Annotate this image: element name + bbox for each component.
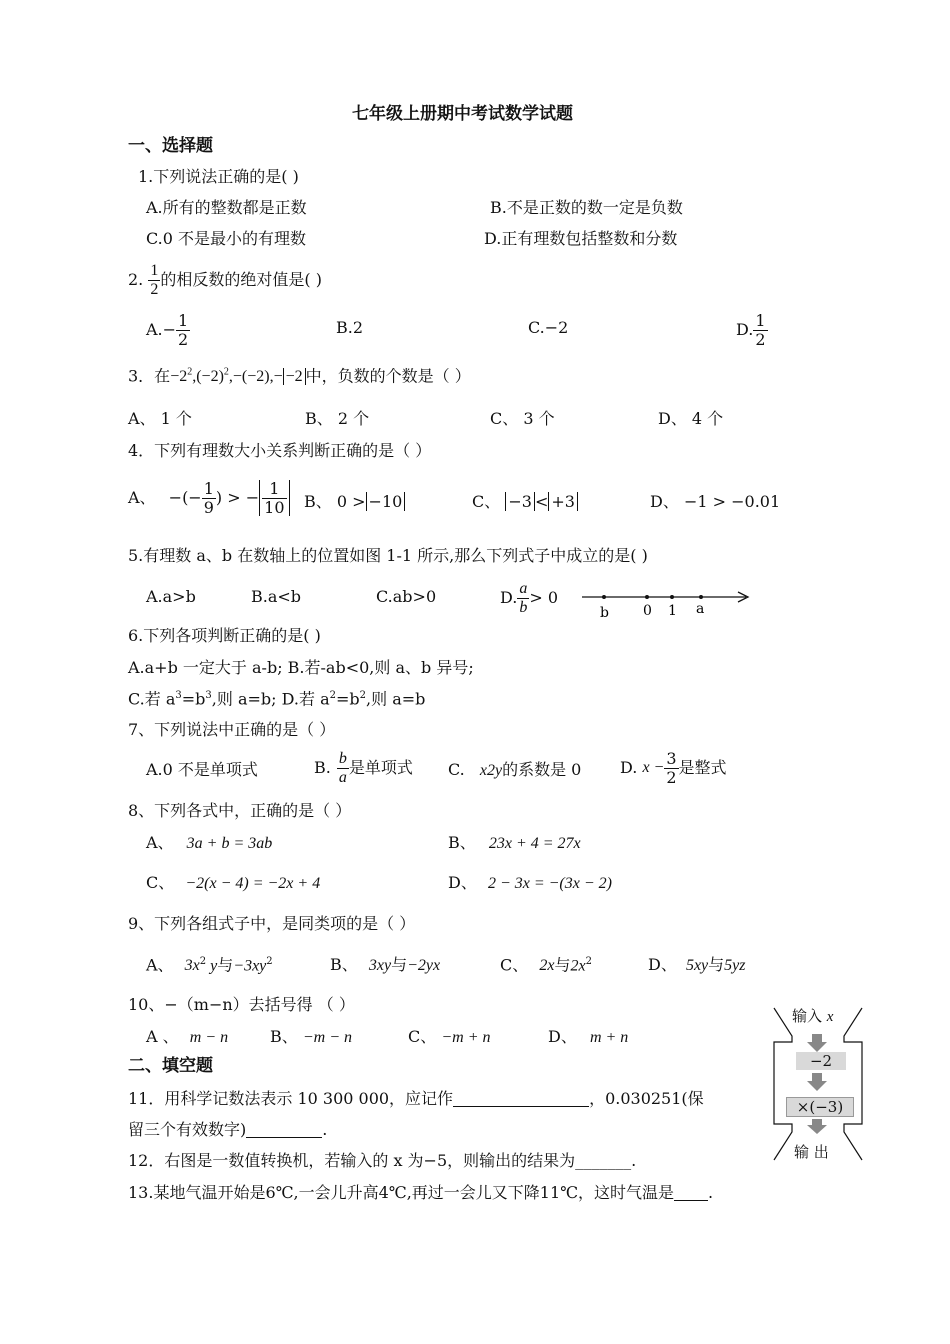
q10-b-label: B、 bbox=[270, 1027, 298, 1046]
q8-option-d bbox=[448, 875, 612, 892]
q2-fraction bbox=[148, 262, 160, 298]
q2-option-a bbox=[146, 312, 190, 348]
q8-option-c bbox=[146, 875, 320, 892]
q7-c-expr: x2y bbox=[479, 762, 503, 779]
machine-step-multiply: ×(−3) bbox=[786, 1097, 854, 1117]
q5-d-num: a bbox=[519, 580, 528, 597]
q6-stem: 6.下列各项判断正确的是( ) bbox=[128, 626, 321, 645]
q1-option-b: B.不是正数的数一定是负数 bbox=[490, 198, 683, 217]
q5-option-b: B.a<b bbox=[251, 587, 302, 606]
page-title: 七年级上册期中考试数学试题 bbox=[352, 104, 573, 124]
q10-option-a bbox=[146, 1029, 228, 1046]
q10-c-expr: −m + n bbox=[441, 1029, 491, 1046]
q7-b-post: 是单项式 bbox=[348, 758, 413, 778]
q6-l2-exp1: 3 bbox=[175, 690, 182, 701]
q4-c-label: C、 bbox=[472, 492, 501, 511]
q9-d-term1: 5xy bbox=[685, 957, 709, 974]
q8-d-expr: 2 − 3x = −(3x − 2) bbox=[487, 875, 612, 892]
section-heading-choice: 一、选择题 bbox=[128, 136, 213, 156]
q8-b-label: B、 bbox=[448, 833, 476, 852]
q4-b-label: B、 bbox=[304, 492, 332, 511]
point-1 bbox=[670, 595, 674, 599]
q11-text4: . bbox=[322, 1120, 328, 1139]
q7-d-expr: x − bbox=[642, 759, 665, 777]
q4-a-num1: 1 bbox=[203, 479, 214, 498]
q8-c-label: C、 bbox=[146, 873, 175, 892]
q1-option-a: A.所有的整数都是正数 bbox=[146, 198, 307, 217]
q6-l2-part1: C.若 a bbox=[128, 689, 176, 709]
q8-a-expr: 3a + b = 3ab bbox=[186, 835, 273, 852]
q10-a-label: A 、 bbox=[146, 1027, 179, 1046]
q4-a-num2: 1 bbox=[262, 480, 286, 499]
q7-b-num: b bbox=[338, 750, 347, 767]
q9-c-term2: 2x bbox=[570, 957, 586, 975]
q4-b-expr: 0 > bbox=[336, 492, 366, 511]
q5-d-den: b bbox=[519, 598, 528, 616]
q1-option-d: D.正有理数包括整数和分数 bbox=[484, 229, 678, 248]
q7-d-num: 3 bbox=[666, 749, 677, 768]
q2-d-num: 1 bbox=[755, 311, 766, 330]
q4-stem: 4．下列有理数大小关系判断正确的是（ ） bbox=[128, 441, 432, 460]
q4-d-label: D、 bbox=[650, 492, 679, 511]
q3-stem-text: 中，负数的个数是（ ） bbox=[305, 366, 471, 386]
q8-c-expr: −2(x − 4) = −2x + 4 bbox=[185, 875, 321, 892]
q6-l2-part3: ,则 a=b; D.若 a bbox=[211, 689, 330, 709]
q11-line1 bbox=[128, 1090, 704, 1107]
q7-option-d bbox=[620, 750, 727, 786]
q9-c-label: C、 bbox=[500, 955, 529, 975]
q10-option-d bbox=[548, 1029, 628, 1046]
q5-option-d bbox=[500, 580, 558, 616]
q3-abs-value: −2 bbox=[283, 368, 306, 385]
section-heading-fill: 二、填空题 bbox=[128, 1056, 213, 1076]
q4-a-frac1 bbox=[202, 480, 216, 516]
machine-output-label: 输 出 bbox=[794, 1143, 829, 1161]
q2-stem-text: 的相反数的绝对值是( ) bbox=[160, 270, 322, 290]
q8-d-label: D、 bbox=[448, 873, 477, 892]
q7-d-fraction bbox=[664, 750, 678, 786]
q4-d-expr: −1 > −0.01 bbox=[683, 492, 781, 511]
q2-option-c: C.−2 bbox=[528, 318, 569, 337]
q7-c-post: 的系数是 0 bbox=[502, 760, 582, 779]
q2-stem bbox=[128, 262, 322, 298]
q9-a-term3: −3xy bbox=[233, 957, 267, 975]
q6-l2-exp2: 3 bbox=[205, 690, 212, 701]
q9-c-mid: 与 bbox=[554, 955, 571, 975]
down-arrow-icon bbox=[807, 1034, 827, 1052]
q9-a-term1: 3x bbox=[184, 957, 200, 975]
q4-option-d bbox=[650, 494, 780, 510]
q3-option-c: C、 3 个 bbox=[490, 409, 555, 428]
point-b bbox=[602, 595, 606, 599]
q2-frac-den: 2 bbox=[150, 280, 159, 298]
point-a bbox=[699, 595, 703, 599]
q9-d-mid: 与 bbox=[708, 955, 725, 974]
q13-line bbox=[128, 1184, 713, 1201]
q2-a-num: 1 bbox=[178, 311, 189, 330]
q10-c-label: C、 bbox=[408, 1027, 437, 1046]
q1-stem: 1.下列说法正确的是( ) bbox=[138, 167, 299, 186]
q9-option-d bbox=[648, 957, 745, 974]
q5-d-post: > 0 bbox=[529, 588, 559, 608]
q9-a-exp3: 2 bbox=[266, 956, 273, 967]
q4-b-abs: −10 bbox=[366, 492, 406, 511]
q4-a-den1: 9 bbox=[203, 497, 214, 517]
q2-a-label: A.− bbox=[146, 320, 177, 340]
q8-option-b bbox=[448, 835, 581, 852]
point-0 bbox=[645, 595, 649, 599]
q2-number: 2. bbox=[128, 270, 144, 290]
q2-a-den: 2 bbox=[178, 329, 189, 349]
q10-a-expr: m − n bbox=[189, 1029, 229, 1046]
machine-input-text: 输入 bbox=[792, 1007, 823, 1025]
q7-d-label: D. bbox=[620, 758, 638, 778]
q11-line2 bbox=[128, 1121, 327, 1138]
q7-b-den: a bbox=[338, 768, 347, 786]
q11-text2: ，0.030251(保 bbox=[589, 1089, 704, 1108]
q7-stem: 7、下列说法中正确的是（ ） bbox=[128, 720, 336, 739]
q4-a-expr1: −(− bbox=[168, 488, 202, 508]
q9-b-term1: 3xy bbox=[368, 957, 392, 974]
q7-b-fraction bbox=[337, 750, 349, 786]
q3-option-d: D、 4 个 bbox=[658, 409, 724, 428]
q7-d-den: 2 bbox=[666, 767, 677, 787]
q3-expr1-exp: 2 bbox=[187, 367, 193, 378]
q10-d-expr: m + n bbox=[589, 1029, 629, 1046]
q11-text3: 留三个有效数字) bbox=[128, 1120, 247, 1139]
q9-a-exp1: 2 bbox=[199, 956, 207, 967]
q9-stem: 9、下列各组式子中，是同类项的是（ ） bbox=[128, 914, 416, 933]
q4-a-frac2 bbox=[259, 480, 289, 516]
label-1: 1 bbox=[668, 603, 677, 619]
q6-l2-exp4: 2 bbox=[359, 690, 367, 701]
q10-stem: 10、−（m−n）去括号得 （ ） bbox=[128, 995, 355, 1014]
q3-expr2-exp: 2 bbox=[223, 367, 229, 378]
q4-c-abs2: +3 bbox=[548, 492, 578, 511]
q10-d-label: D、 bbox=[548, 1027, 577, 1046]
q4-option-b bbox=[304, 494, 405, 510]
q2-d-label: D. bbox=[736, 320, 754, 340]
q9-d-label: D、 bbox=[648, 955, 677, 974]
q3-expr1: −2 bbox=[170, 368, 188, 386]
q2-d-fraction bbox=[753, 312, 767, 348]
machine-step-subtract: −2 bbox=[796, 1052, 846, 1070]
q6-l2-part5: ,则 a=b bbox=[366, 689, 426, 709]
q4-a-expr2: ) > − bbox=[215, 488, 260, 508]
q4-c-abs1: −3 bbox=[505, 492, 535, 511]
q6-l2-part4: =b bbox=[335, 689, 360, 709]
q13-text: 13.某地气温开始是6℃,一会儿升高4℃,再过一会儿又下降11℃，这时气温是 bbox=[128, 1183, 675, 1202]
q4-a-label: A、 bbox=[128, 488, 156, 508]
q9-a-mid: 与 bbox=[217, 955, 234, 975]
q9-d-term2: 5yz bbox=[724, 957, 746, 974]
q9-b-label: B、 bbox=[330, 955, 358, 974]
label-0: 0 bbox=[643, 603, 652, 619]
q13-blank[interactable] bbox=[674, 1184, 708, 1201]
q3-option-a: A、 1 个 bbox=[128, 409, 192, 428]
q11-text1: 11．用科学记数法表示 10 300 000，应记作 bbox=[128, 1089, 454, 1108]
q4-c-mid: < bbox=[534, 492, 549, 511]
q9-option-a bbox=[146, 957, 273, 974]
q10-b-expr: −m − n bbox=[302, 1029, 353, 1046]
q12-text: 12．右图是一数值转换机，若输入的 x 为−5，则输出的结果为_______. bbox=[128, 1151, 637, 1170]
q5-d-fraction bbox=[517, 580, 529, 616]
q9-a-label: A、 bbox=[146, 955, 174, 975]
q9-b-mid: 与 bbox=[391, 955, 408, 974]
q3-expr3: ,−(−2),− bbox=[228, 368, 283, 386]
q6-l2-part2: =b bbox=[181, 689, 206, 709]
down-arrow-icon bbox=[807, 1119, 827, 1134]
q13-tail: . bbox=[708, 1183, 714, 1202]
q7-c-label: C. bbox=[448, 760, 465, 779]
q5-stem: 5.有理数 a、b 在数轴上的位置如图 1-1 所示,那么下列式子中成立的是( ) bbox=[128, 546, 648, 565]
q3-option-b: B、 2 个 bbox=[305, 409, 370, 428]
q2-option-d bbox=[736, 312, 768, 348]
q8-stem: 8、下列各式中，正确的是（ ） bbox=[128, 801, 352, 820]
q6-l2-exp3: 2 bbox=[329, 690, 336, 701]
q9-c-term1: 2x bbox=[539, 957, 555, 975]
machine-input-var: x bbox=[826, 1009, 834, 1025]
q8-option-a bbox=[146, 835, 272, 852]
q6-line1: A.a+b 一定大于 a-b; B.若-ab<0,则 a、b 异号; bbox=[128, 658, 474, 677]
q6-line2 bbox=[128, 691, 425, 707]
q5-option-a: A.a>b bbox=[146, 587, 196, 606]
number-line-figure bbox=[578, 584, 754, 624]
q3-stem bbox=[128, 368, 471, 385]
q2-option-b: B.2 bbox=[336, 318, 364, 337]
q7-option-a: A.0 不是单项式 bbox=[146, 760, 258, 779]
q9-c-exp2: 2 bbox=[585, 956, 592, 967]
q4-a-den2: 10 bbox=[264, 497, 285, 517]
machine-input-label bbox=[792, 1009, 833, 1025]
q3-expr2: ,(−2) bbox=[192, 368, 224, 386]
q8-a-label: A、 bbox=[146, 833, 174, 852]
q10-option-c bbox=[408, 1029, 491, 1046]
q9-option-b bbox=[330, 957, 440, 974]
q2-d-den: 2 bbox=[755, 329, 766, 349]
q4-option-c bbox=[472, 494, 578, 510]
q5-d-label: D. bbox=[500, 588, 518, 608]
q7-d-post: 是整式 bbox=[678, 758, 727, 778]
q2-a-fraction bbox=[176, 312, 190, 348]
q7-option-c bbox=[448, 762, 581, 779]
q9-b-term2: −2yx bbox=[407, 957, 441, 974]
q7-b-label: B. bbox=[314, 758, 331, 778]
q8-b-expr: 23x + 4 = 27x bbox=[488, 835, 581, 852]
q3-head: 3．在 bbox=[128, 366, 171, 386]
q4-option-a bbox=[128, 480, 290, 516]
down-arrow-icon bbox=[807, 1073, 827, 1091]
q7-option-b bbox=[314, 750, 413, 786]
q9-a-term2: y bbox=[206, 957, 218, 975]
conversion-machine bbox=[770, 1000, 866, 1168]
q9-option-c bbox=[500, 957, 592, 974]
q10-option-b bbox=[270, 1029, 352, 1046]
q11-blank2[interactable] bbox=[246, 1121, 322, 1138]
q2-frac-num: 1 bbox=[150, 262, 159, 279]
q11-blank1[interactable] bbox=[453, 1090, 589, 1107]
label-b: b bbox=[600, 605, 609, 621]
label-a: a bbox=[696, 601, 705, 617]
q5-option-c: C.ab>0 bbox=[376, 587, 437, 606]
q1-option-c: C.0 不是最小的有理数 bbox=[146, 229, 307, 248]
